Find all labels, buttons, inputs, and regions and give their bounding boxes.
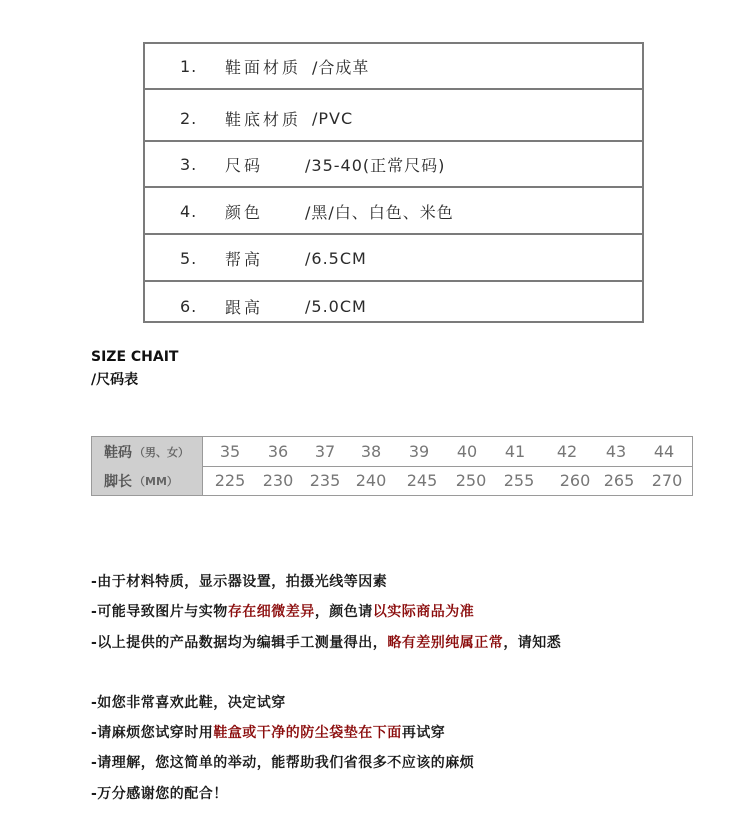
foot-length-cell: 245 [406, 471, 438, 490]
note-highlight: 鞋盒或干净的防尘袋垫在下面 [213, 725, 402, 741]
spec-value: /黑/白、白色、米色 [305, 202, 454, 222]
note-highlight: 存在细微差异 [227, 604, 315, 620]
note-highlight: 以实际商品为准 [372, 604, 475, 620]
foot-length-row [92, 466, 692, 495]
shoe-size-cell: 44 [653, 442, 675, 461]
note-highlight: 略有差别纯属正常 [387, 635, 504, 651]
spec-row [145, 189, 642, 235]
size-chart-subtitle: /尺码表 [91, 372, 139, 388]
foot-length-cell: 235 [309, 471, 341, 490]
spec-number: 6. [180, 296, 198, 316]
shoe-size-header-label: 鞋码 [104, 444, 132, 461]
note-text: -由于材料特质，显示器设置，拍摄光线等因素 [91, 574, 388, 590]
spec-row [145, 283, 642, 329]
foot-length-cell: 230 [262, 471, 294, 490]
note-line [91, 722, 445, 742]
note-text: -可能导致图片与实物 [91, 604, 228, 620]
note-line [91, 692, 286, 712]
spec-row [145, 236, 642, 282]
spec-number: 3. [180, 154, 198, 174]
spec-number: 2. [180, 108, 198, 128]
shoe-size-cell: 36 [267, 442, 289, 461]
spec-row [145, 44, 642, 90]
shoe-size-cell: 41 [504, 442, 526, 461]
foot-length-cell: 270 [651, 471, 683, 490]
note-text: 再试穿 [401, 725, 446, 741]
spec-row [145, 96, 642, 142]
spec-label: 鞋面材质 [225, 57, 302, 77]
note-line [91, 571, 387, 591]
note-line [91, 783, 228, 803]
foot-length-cell: 240 [355, 471, 387, 490]
spec-number: 5. [180, 248, 198, 268]
note-line [91, 632, 561, 652]
shoe-size-cell: 40 [456, 442, 478, 461]
spec-number: 1. [180, 56, 198, 76]
spec-label: 跟高 [225, 297, 264, 317]
note-text: -万分感谢您的配合！ [91, 786, 228, 802]
shoe-size-cell: 35 [219, 442, 241, 461]
foot-length-cell: 260 [559, 471, 591, 490]
note-text: -请麻烦您试穿时用 [91, 725, 214, 741]
spec-value: /5.0CM [305, 296, 367, 316]
note-text: -请理解，您这简单的举动，能帮助我们省很多不应该的麻烦 [91, 755, 475, 771]
foot-length-cell: 250 [455, 471, 487, 490]
spec-value: /6.5CM [305, 248, 367, 268]
foot-length-cell: 255 [503, 471, 535, 490]
spec-value: /35-40(正常尺码) [305, 155, 446, 175]
spec-label: 鞋底材质 [225, 109, 302, 129]
spec-row [145, 142, 642, 188]
shoe-size-cell: 43 [605, 442, 627, 461]
note-text: ，颜色请 [314, 604, 373, 620]
note-text: -如您非常喜欢此鞋，决定试穿 [91, 695, 286, 711]
spec-value: /PVC [312, 108, 354, 128]
shoe-size-cell: 39 [408, 442, 430, 461]
shoe-size-header [92, 437, 203, 466]
foot-length-cell: 265 [603, 471, 635, 490]
shoe-size-cell: 38 [360, 442, 382, 461]
foot-length-header-note: （MM） [134, 474, 178, 488]
size-chart-table [91, 436, 693, 496]
note-text: -以上提供的产品数据均为编辑手工测量得出， [91, 635, 388, 651]
spec-label: 尺码 [225, 155, 264, 175]
spec-label: 帮高 [225, 249, 264, 269]
note-text: ，请知悉 [503, 635, 562, 651]
product-spec-table [143, 42, 644, 323]
spec-label: 颜色 [225, 202, 264, 222]
note-line [91, 601, 474, 621]
shoe-size-cell: 37 [314, 442, 336, 461]
size-chart-title: SIZE CHAIT [91, 349, 179, 365]
shoe-size-cell: 42 [556, 442, 578, 461]
foot-length-header-label: 脚长 [104, 473, 132, 490]
shoe-size-row [92, 437, 692, 467]
spec-value: /合成革 [312, 57, 370, 77]
foot-length-cell: 225 [214, 471, 246, 490]
spec-number: 4. [180, 201, 198, 221]
shoe-size-header-note: （男、女） [134, 445, 189, 459]
note-line [91, 752, 474, 772]
foot-length-header [92, 466, 203, 495]
